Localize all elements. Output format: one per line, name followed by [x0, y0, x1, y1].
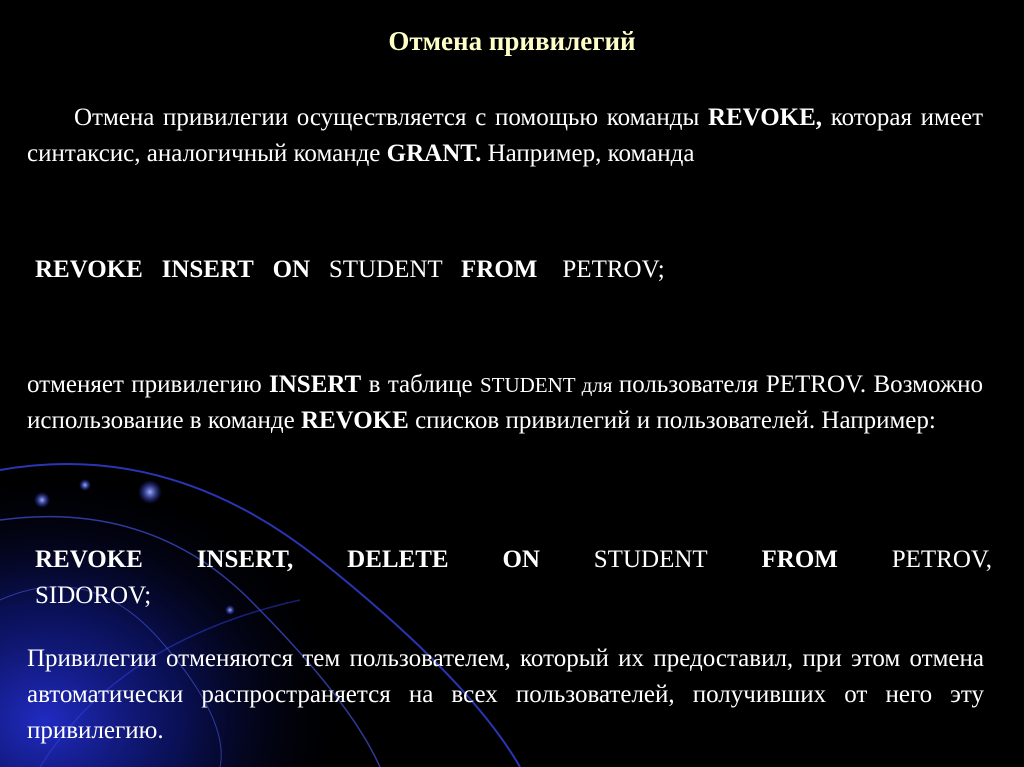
p2-text-c: для	[575, 373, 619, 397]
paragraph-revoke-intro	[27, 100, 983, 172]
glow-dot-2	[34, 492, 50, 508]
p1-text-b: которая имеет синтаксис, аналогичный команде	[27, 104, 983, 167]
p1-text-c: Например, команда	[481, 140, 695, 167]
cmd2-petrov: PETROV,	[891, 546, 992, 573]
command-example-2	[35, 542, 992, 614]
cmd2-revoke: REVOKE	[35, 546, 143, 573]
cmd2-student: STUDENT	[593, 546, 708, 573]
cmd2-from: FROM	[761, 546, 838, 573]
glow-dot-3	[79, 479, 91, 491]
paragraph-revoke-explanation	[27, 367, 983, 439]
cmd1-student: STUDENT	[328, 256, 443, 283]
p2-text-e: списков привилегий и пользователей. Например:	[408, 407, 936, 434]
cmd2-line-1	[35, 542, 992, 578]
p1-text-a: Отмена привилегии осуществляется с помощью команды	[74, 104, 708, 131]
p2-student: STUDENT	[479, 373, 576, 397]
command-example-1	[35, 252, 665, 288]
cmd1-petrov: PETROV;	[562, 256, 665, 283]
p2-keyword-revoke: REVOKE	[300, 407, 409, 434]
paragraph-revoke-cascade: Привилегии отменяются тем пользователем, который их предоставил, при этом отмена автоматически распространяется на всех пользователей, получивших от него эту привилегию.	[27, 645, 984, 744]
cmd1-insert: INSERT	[161, 256, 254, 283]
p1-keyword-grant: GRANT.	[386, 140, 482, 167]
cmd2-on: ON	[502, 546, 540, 573]
p2-text-a: отменяет привилегию	[27, 371, 270, 398]
p2-text-d: пользователя PETROV. Возможно использование в команде	[27, 371, 984, 434]
cmd1-revoke: REVOKE	[35, 256, 143, 283]
cmd2-delete: DELETE	[347, 546, 449, 573]
cmd2-sidorov: SIDOROV;	[35, 582, 152, 609]
cmd1-on: ON	[272, 256, 311, 283]
p2-keyword-insert: INSERT	[269, 371, 362, 398]
glow-dot-1	[138, 480, 162, 504]
slide-title: Отмена привилегий	[388, 26, 636, 56]
cmd2-insert: INSERT,	[196, 546, 294, 573]
p1-keyword-revoke: REVOKE,	[707, 104, 823, 131]
p2-text-b: в таблице	[361, 371, 480, 398]
cmd2-line-2	[35, 578, 992, 614]
cmd1-from: FROM	[461, 256, 538, 283]
